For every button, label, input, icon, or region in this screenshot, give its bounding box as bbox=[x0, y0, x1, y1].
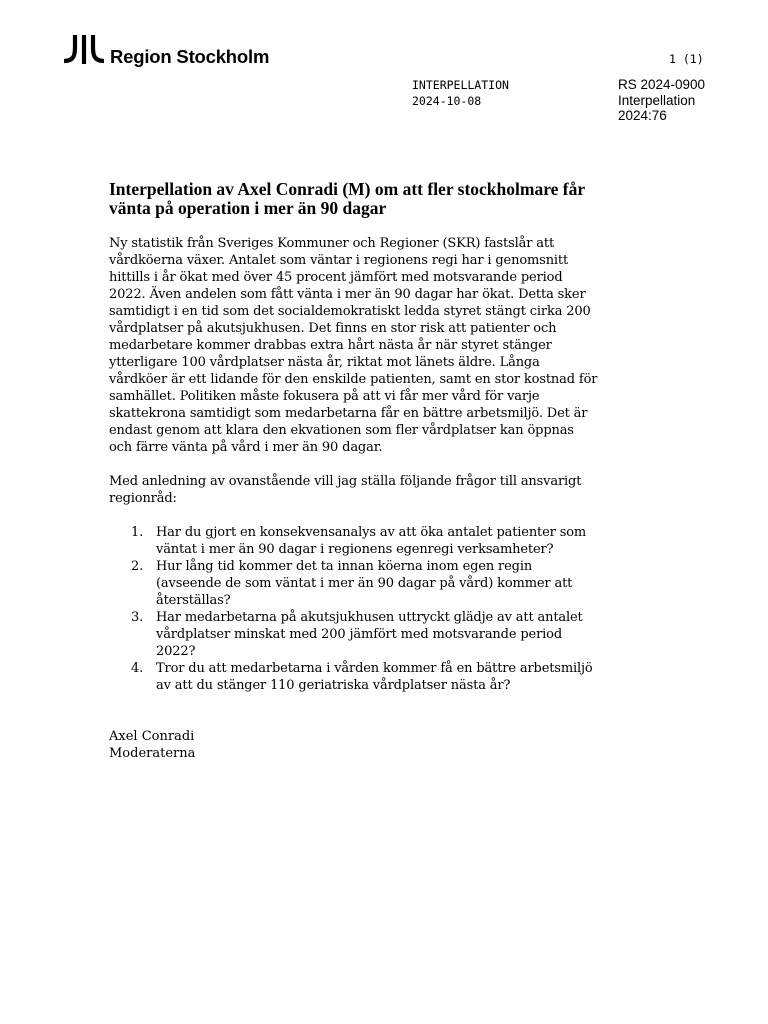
reference-number: 2024:76 bbox=[618, 108, 667, 123]
case-reference bbox=[618, 77, 705, 124]
question-list bbox=[109, 524, 599, 694]
body-paragraph-1: Ny statistik från Sveriges Kommuner och Regioner (SKR) fastslår att vårdköerna växer. Antalet som väntar i regionens regi har i genomsnitt hittills i år ökat med över 45 procent jämfört med motsvarande period 2022. Även andelen som fått vänta i mer än 90 dagar har ökat. Detta sker samtidigt i en tid som det socialdemokratiskt ledda styret stängt cirka 200 vårdplatser på akutsjukhusen. Det finns en stor risk att patienter och medarbetare kommer drabbas extra hårt nästa år när styret stänger ytterligare 100 vårdplatser nästa år, riktat mot länets äldre. Långa vårdköer är ett lidande för den enskilde patienten, samt en stor kostnad för samhället. Politiken måste fokusera på att vi får mer vård för varje skattekrona samtidigt som medarbetarna får en bättre arbetsmiljö. Det är endast genom att klara den ekvationen som fler vårdplatser kan öppnas och färre vänta på vård i mer än 90 dagar. bbox=[109, 236, 598, 455]
case-number: RS 2024-0900 bbox=[618, 77, 706, 92]
signature-name: Axel Conradi bbox=[109, 729, 195, 744]
question-number: 3. bbox=[131, 610, 144, 625]
logo-text: Region Stockholm bbox=[110, 46, 270, 67]
document-type: INTERPELLATION bbox=[412, 78, 509, 92]
question-text: Har medarbetarna på akutsjukhusen uttryckt glädje av att antalet vårdplatser minskat med 200 jämfört med motsvarande period 2022? bbox=[156, 610, 583, 659]
signature-party: Moderaterna bbox=[109, 746, 196, 761]
question-number: 4. bbox=[131, 661, 144, 676]
body-paragraph-2: Med anledning av ovanstående vill jag ställa följande frågor till ansvarigt regionråd: bbox=[109, 474, 582, 506]
page-number: 1 (1) bbox=[669, 52, 704, 66]
question-item bbox=[109, 524, 599, 558]
document-title: Interpellation av Axel Conradi (M) om att fler stockholmare får vänta på operation i mer än 90 dagar bbox=[109, 179, 585, 218]
question-number: 2. bbox=[131, 559, 144, 574]
document-date: 2024-10-08 bbox=[412, 94, 482, 108]
question-number: 1. bbox=[131, 525, 144, 540]
question-item bbox=[109, 609, 599, 660]
case-category: Interpellation bbox=[618, 92, 696, 108]
question-text: Tror du att medarbetarna i vården kommer få en bättre arbetsmiljö av att du stänger 110 geriatriska vårdplatser nästa år? bbox=[156, 661, 593, 693]
question-item bbox=[109, 660, 599, 694]
question-text: Har du gjort en konsekvensanalys av att öka antalet patienter som väntat i mer än 90 dagar i regionens egenregi verksamheter? bbox=[156, 525, 587, 557]
signature-block bbox=[109, 728, 195, 762]
document-meta bbox=[412, 77, 509, 109]
region-stockholm-emblem-icon bbox=[62, 33, 104, 67]
question-item bbox=[109, 558, 599, 609]
question-text: Hur lång tid kommer det ta innan köerna inom egen regin (avseende de som väntat i mer än 90 dagar på vård) kommer att återställas? bbox=[156, 559, 573, 608]
region-stockholm-logo bbox=[62, 33, 269, 67]
